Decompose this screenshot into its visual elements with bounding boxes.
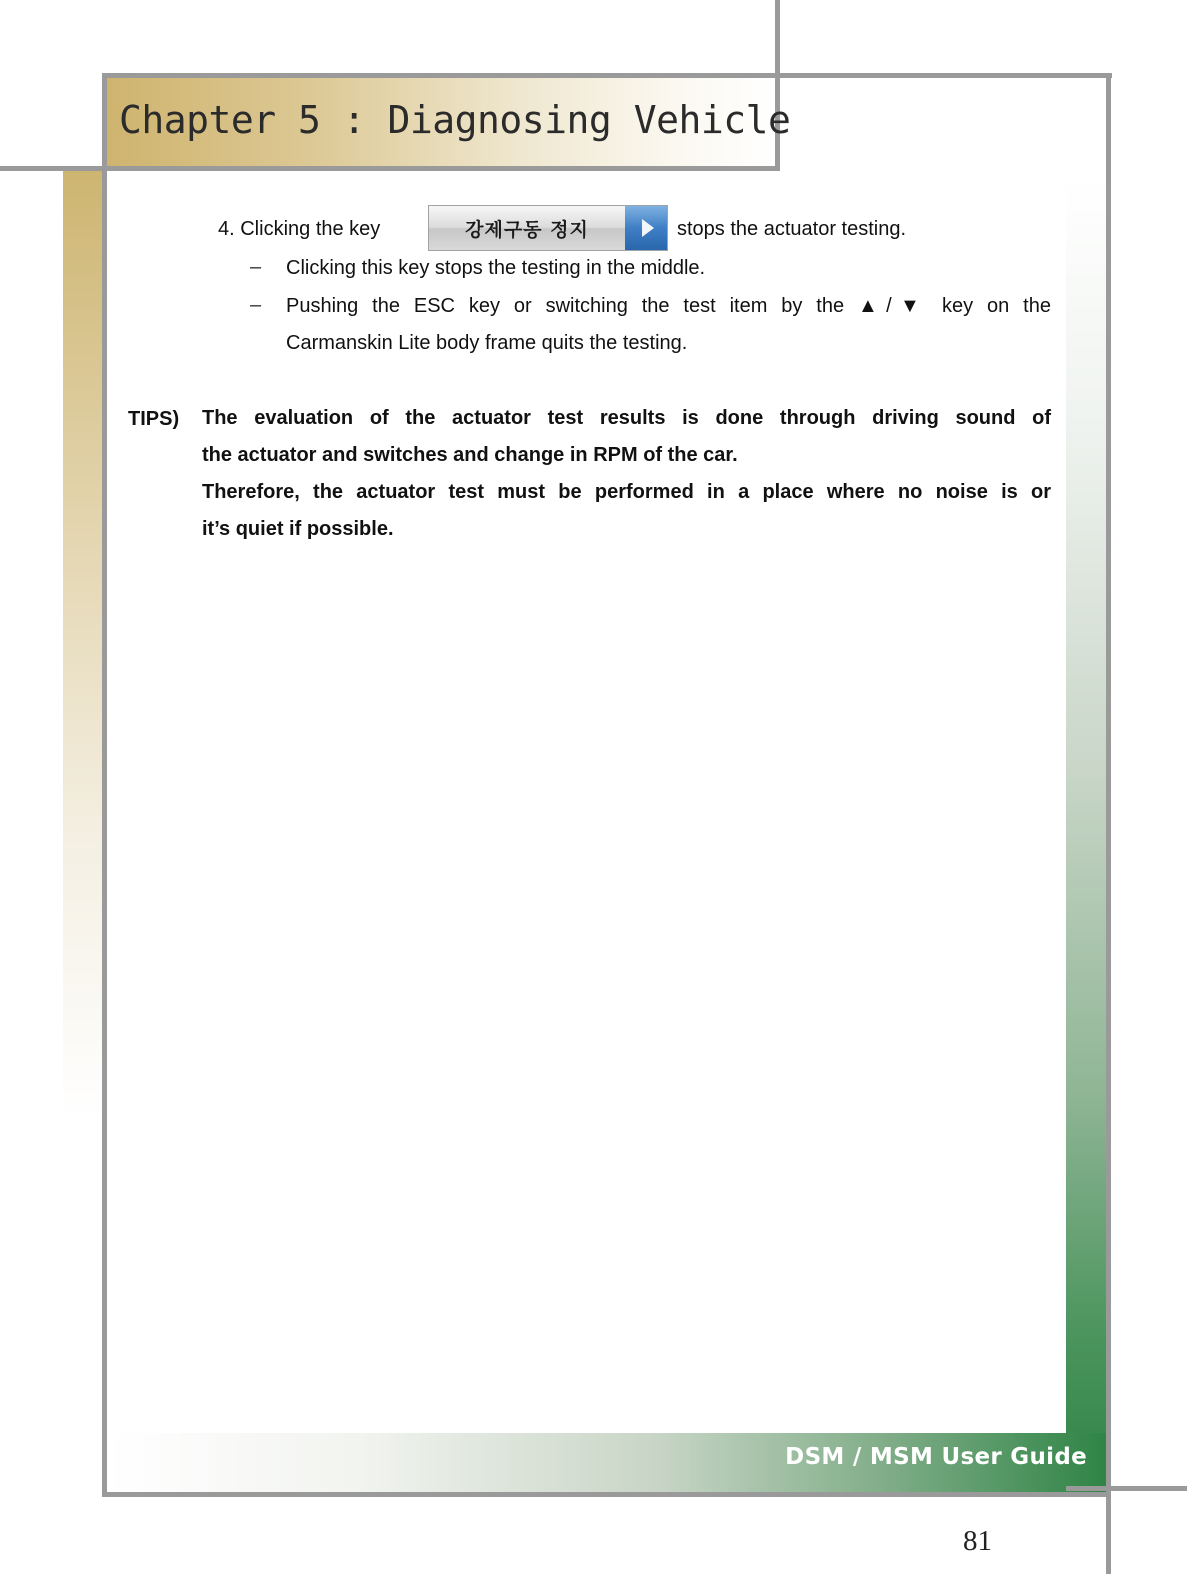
tips-label: TIPS) [128, 408, 180, 430]
bullet-item [286, 288, 1051, 362]
frame-bottom-line [102, 1492, 1111, 1497]
play-arrow-icon [625, 206, 667, 250]
bullet-item [286, 250, 1051, 287]
page-number: 81 [963, 1525, 992, 1557]
bullet-line: Clicking this key stops the testing in the middle. [286, 257, 706, 279]
footer-extension-line [1066, 1486, 1187, 1491]
page-title: Chapter 5 : Diagnosing Vehicle [119, 98, 791, 142]
bullet-dash: – [250, 256, 262, 278]
tips-body [202, 400, 1051, 548]
tips-line: the actuator and switches and change in RPM of the car. [202, 444, 738, 466]
bullet-line: Carmanskin Lite body frame quits the testing. [286, 332, 688, 354]
frame-right-line [1106, 73, 1111, 1574]
left-gold-band [63, 171, 103, 1121]
step-4-text-after: stops the actuator testing. [677, 218, 907, 240]
frame-top-line [102, 73, 1112, 78]
stop-actuator-key-label: 강제구동 정지 [429, 206, 625, 250]
footer-guide-title: DSM / MSM User Guide [785, 1444, 1087, 1470]
tips-line: The evaluation of the actuator test results is done through driving sound of [202, 407, 1051, 429]
step-4-text-before: 4. Clicking the key [218, 218, 381, 240]
header-vertical-line [775, 0, 780, 171]
header-bottom-line [0, 166, 779, 171]
frame-left-line [102, 73, 107, 1497]
tips-line: Therefore, the actuator test must be performed in a place where no noise is or [202, 481, 1051, 503]
stop-actuator-key-button[interactable] [428, 205, 668, 251]
bullet-line: Pushing the ESC key or switching the test item by the ▲/▼ key on the [286, 295, 1051, 317]
bullet-dash: – [250, 294, 262, 316]
right-green-band [1066, 178, 1106, 1488]
tips-line: it’s quiet if possible. [202, 518, 394, 540]
